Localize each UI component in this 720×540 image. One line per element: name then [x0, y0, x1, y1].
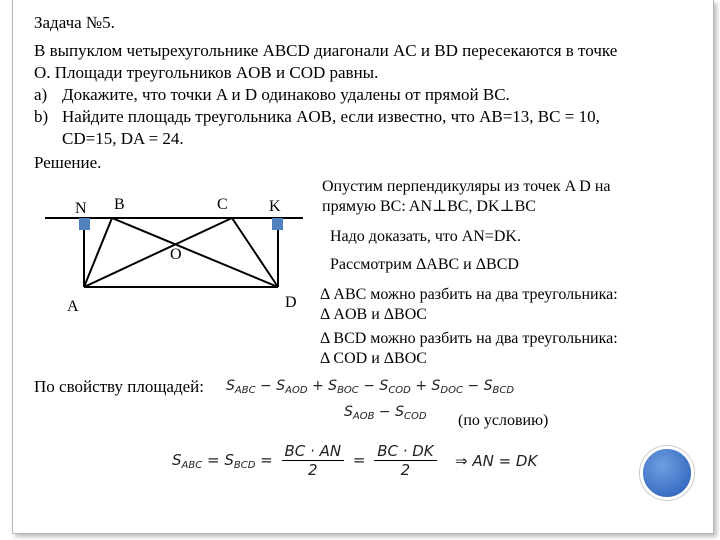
areas-label: По свойству площадей: [34, 377, 204, 396]
note-line-8: Δ COD и ΔBOC [320, 350, 427, 367]
diagonal-ac [84, 218, 232, 287]
note-line-3: Надо доказать, что AN=DK. [330, 228, 521, 245]
task-line-2: O. Площади треугольников AOB и COD равны. [34, 63, 379, 82]
right-angle-marker-k [272, 218, 283, 230]
note-line-6: Δ AOB и ΔBOC [320, 306, 427, 323]
condition-note: (по условию) [458, 412, 549, 429]
point-label-b: B [114, 196, 125, 213]
note-line-1: Опустим перпендикуляры из точек A D на [322, 178, 611, 195]
conclusion: ⇒ AN = DK [455, 452, 538, 470]
task-line-1: В выпуклом четырехугольнике ABCD диагонали AC и BD пересекаются в точке [34, 41, 618, 60]
decorative-circle [640, 446, 694, 500]
item-text: Найдите площадь треугольника AOB, если известно, что AB=13, BC = 10, [62, 107, 600, 126]
right-angle-marker-n [79, 218, 90, 230]
task-title: Задача №5. [34, 13, 115, 32]
note-line-4: Рассмотрим ΔABC и ΔBCD [330, 256, 519, 273]
item-marker: b) [34, 107, 49, 126]
item-text: CD=15, DA = 24. [62, 129, 184, 148]
point-label-c: C [217, 196, 228, 213]
note-line-5: Δ ABC можно разбить на два треугольника: [320, 286, 618, 303]
point-label-o: O [170, 246, 182, 263]
item-marker: a) [34, 85, 48, 104]
point-label-d: D [285, 294, 297, 311]
area-equation-1: $S_{ABC} - S_{AOD} + S_{BOC} - S_{COD} + S_{DOC} - S_{BCD}$ [226, 378, 515, 396]
point-label-k: K [269, 198, 281, 215]
item-text: Докажите, что точки A и D одинаково удалены от прямой BC. [62, 85, 510, 104]
diagonal-bd [112, 218, 278, 287]
area-equation-2: $S_{AOB} - S_{COD}$ [344, 404, 427, 422]
note-line-7: Δ BCD можно разбить на два треугольника: [320, 330, 618, 347]
point-label-n: N [75, 200, 87, 217]
point-label-a: A [67, 298, 79, 315]
note-line-2: прямую BC: AN⊥BC, DK⊥BC [322, 198, 536, 215]
solution-label: Решение. [34, 153, 102, 172]
area-equation-3: $S_{ABC} = S_{BCD}$ = $\frac{BC \cdot AN}{2}$ = $\frac{BC \cdot DK}{2}$ [172, 442, 441, 479]
